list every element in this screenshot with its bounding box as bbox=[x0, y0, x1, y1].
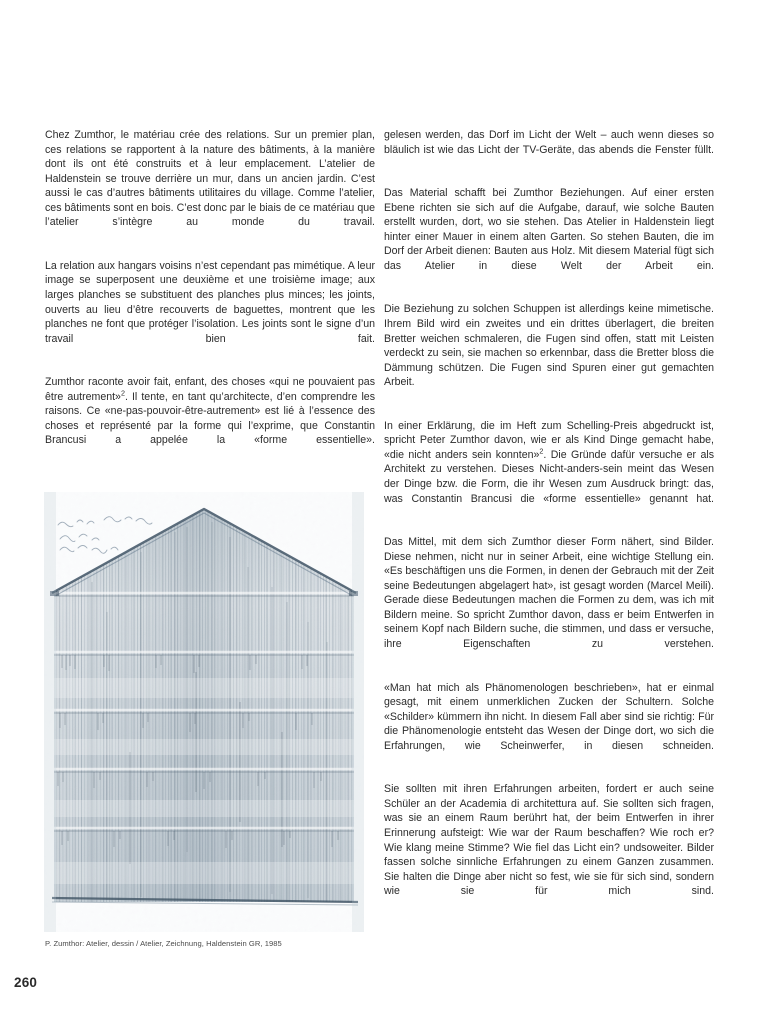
paragraph: Das Mittel, mit dem sich Zumthor dieser Form nähert, sind Bilder. Diese nehmen, nicht nur in seiner Arbeit, eine wichtige Stellung ein. «Es beschäftigen uns die Formen, in denen der Gebrauch mit der Zeit seine Bedeutungen abgelagert hat», ist gesagt worden (Marcel Meili). Gerade diese Bedeutungen machen die Formen zu dem, was ich mit Bildern meine. So spricht Zumthor davon, dass er beim Entwerfen in seinem Kopf nach Bildern suche, die stimmen, und dass er versuche, ihre Eigenschaften zu verstehen. bbox=[384, 536, 714, 650]
figure-architectural-drawing bbox=[44, 492, 364, 932]
barn-elevation-drawing bbox=[44, 492, 364, 932]
paragraph: «Man hat mich als Phänomenologen beschrieben», hat er einmal gesagt, mit einem unmerklichen Zucken der Schultern. Solche «Schilder» kümmern ihn nicht. In diesem Fall aber sind sie richtig: Für die Phänomenologie entsteht das Wesen der Dinge dort, wo sich die Erfahrungen, wie Scheinwerfer, in diesen schneiden. bbox=[384, 681, 714, 752]
paragraph: La relation aux hangars voisins n’est cependant pas mimétique. A leur image se superposent une deuxième et une troisième image; aux larges planches se substituent des planches plus minces; les joints, ouverts au lieu d’être recouverts de baguettes, montrent que les planches ne font que protéger l’isolation. Les joints sont le signe d’un travail bien fait. bbox=[45, 259, 375, 345]
paragraph: gelesen werden, das Dorf im Licht der Welt – auch wenn dieses so bläulich ist wie das Licht der TV-Geräte, das abends die Fenster füllt. bbox=[384, 129, 714, 156]
drawing-canvas bbox=[44, 492, 364, 932]
paragraph: Zumthor raconte avoir fait, enfant, des choses «qui ne pouvaient pas être autrement»$^2$. Il tente, en tant qu’architecte, d’en comprendre les raisons. Ce «ne-pas-pouvoir-être-autrement» est lié à l’essence des choses et représenté par la forme qui l’exprime, que Constantin Brancusi a appelée la «forme essentielle». bbox=[45, 376, 375, 447]
figure-caption: P. Zumthor: Atelier, dessin / Atelier, Zeichnung, Haldenstein GR, 1985 bbox=[45, 939, 282, 948]
text-column-french bbox=[45, 128, 375, 462]
paragraph: In einer Erklärung, die im Heft zum Schelling-Preis abgedruckt ist, spricht Peter Zumthor davon, wie er als Kind Dinge gemacht habe, «die nicht anders sein konnten»$^2$. Die Gründe dafür versuche er als Architekt zu verstehen. Dieses Nicht-anders-sein meint das Wesen der Dinge bzw. die Form, die ihr Wesen zum Ausdruck bringt: das, was Constantin Brancusi die «forme essentielle» genannt hat. bbox=[384, 419, 714, 505]
paragraph: Das Material schafft bei Zumthor Beziehungen. Auf einer ersten Ebene richten sie sich auf die Aufgabe, darauf, wie solche Bauten erstellt wurden, dort, wo sie stehen. Das Atelier in Haldenstein liegt hinter einer Mauer in einem alten Garten. So stehen Bauten, die im Dorf der Arbeit dienen: Bauten aus Holz. Mit diesem Material fügt sich das Atelier in diese Welt der Arbeit ein. bbox=[384, 187, 714, 272]
text-column-german bbox=[384, 128, 714, 913]
page-number: 260 bbox=[14, 975, 38, 990]
paragraph: Die Beziehung zu solchen Schuppen ist allerdings keine mimetische. Ihrem Bild wird ein zweites und ein drittes überlagert, die breiten Bretter weichen schmaleren, die Fugen sind offen, statt mit Leisten verdeckt zu sein, sie machen so erkennbar, dass die Bretter bloss die Dämmung schützen. Die Fugen sind Spuren einer gut gemachten Arbeit. bbox=[384, 303, 714, 389]
paragraph: Sie sollten mit ihren Erfahrungen arbeiten, fordert er auch seine Schüler an der Academia di architettura auf. Sie sollten sich fragen, was sie an einem Raum berührt hat, der beim Entwerfen in ihrer Erinnerung aufsteigt: Wie war der Raum beschaffen? Wie roch er? Wie klang meine Stimme? Wie fiel das Licht ein? undsoweiter. Bilder fassen solche sinnliche Erfahrungen zu einem Ganzen zusammen. Sie halten die Dinge aber nicht so fest, wie sie für sich sind, sondern wie sie für mich sind. bbox=[384, 783, 714, 898]
paragraph: Chez Zumthor, le matériau crée des relations. Sur un premier plan, ces relations se rapportent à la nature des bâtiments, à la manière dont ils ont été construits et à leur emplacement. L’atelier de Haldenstein se trouve derrière un mur, dans un ancien jardin. C’est aussi le cas d’autres bâtiments utilitaires du village. Comme l’atelier, ces bâtiments sont en bois. C’est donc par le biais de ce matériau que l’atelier s’intègre au monde du travail. bbox=[45, 129, 375, 229]
